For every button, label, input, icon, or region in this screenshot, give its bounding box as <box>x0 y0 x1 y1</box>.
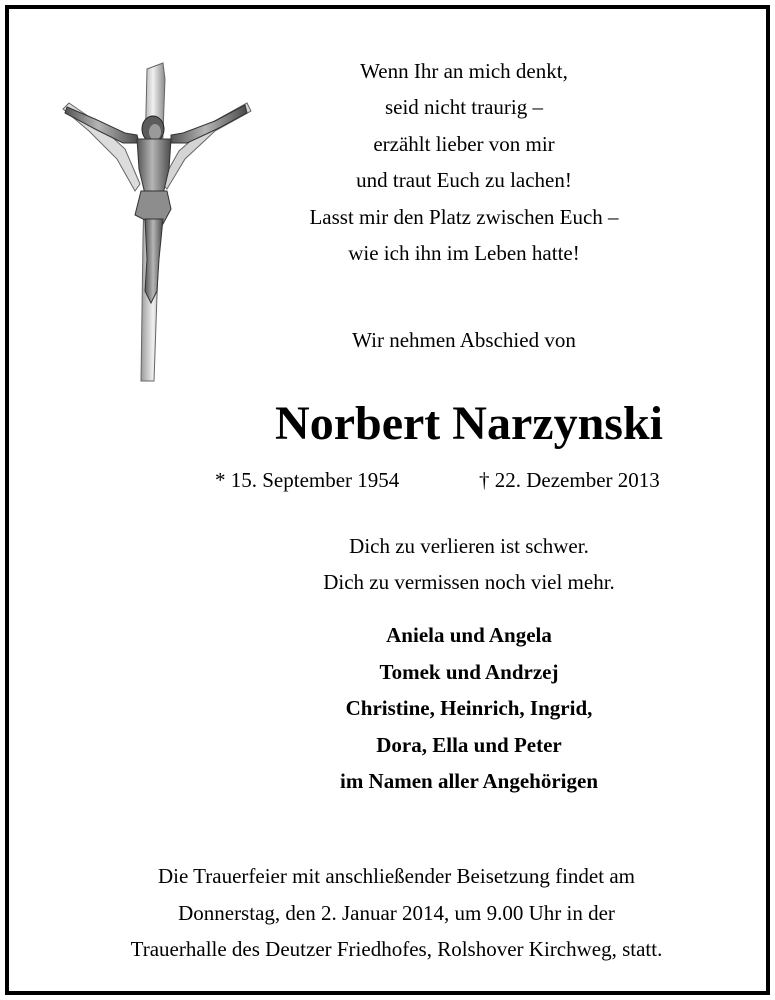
poem-line: erzählt lieber von mir <box>373 131 555 156</box>
farewell-intro: Wir nehmen Abschied von <box>352 328 576 352</box>
verse-line: Dich zu verlieren ist schwer. <box>349 534 589 558</box>
mourning-verse <box>209 528 729 600</box>
funeral-line: Die Trauerfeier mit anschließender Beisetzung findet am <box>157 864 635 888</box>
poem <box>249 53 679 271</box>
verse-line: Dich zu vermissen noch viel mehr. <box>323 570 615 594</box>
funeral-line: Donnerstag, den 2. Januar 2014, um 9.00 Uhr in der <box>178 900 615 925</box>
mourner-line: im Namen aller Angehörigen <box>339 769 598 794</box>
crucifix-icon <box>55 59 255 384</box>
funeral-line: Trauerhalle des Deutzer Friedhofes, Rolshover Kirchweg, statt. <box>130 937 663 962</box>
obituary-frame <box>5 5 770 995</box>
death-date: † 22. Dezember 2013 <box>479 468 660 492</box>
birth-date: * 15. September 1954 <box>215 468 400 492</box>
poem-line: und traut Euch zu lachen! <box>356 168 572 193</box>
mourner-line: Christine, Heinrich, Ingrid, <box>345 696 593 721</box>
mourners-list <box>209 617 729 800</box>
poem-line: Wenn Ihr an mich denkt, <box>360 59 568 83</box>
mourner-line: Aniela und Angela <box>386 623 552 647</box>
mourner-line: Tomek und Andrzej <box>379 659 559 684</box>
poem-line: wie ich ihn im Leben hatte! <box>348 241 580 266</box>
funeral-notice <box>29 858 764 968</box>
deceased-name: Norbert Narzynski <box>275 397 663 450</box>
poem-line: seid nicht traurig – <box>384 95 544 120</box>
poem-line: Lasst mir den Platz zwischen Euch – <box>309 204 619 229</box>
mourner-line: Dora, Ella und Peter <box>376 732 562 757</box>
